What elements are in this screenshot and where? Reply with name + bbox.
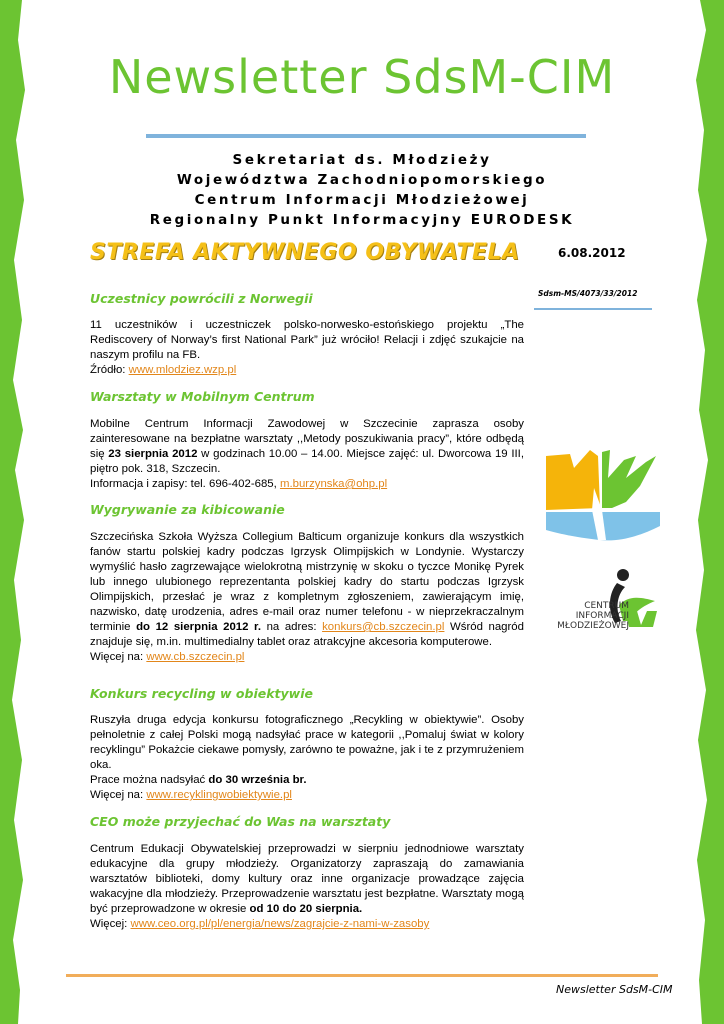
more-label: Więcej: (90, 918, 131, 930)
article-body (90, 530, 524, 665)
cim-logo-text (557, 601, 629, 631)
org-line: Województwa Zachodniopomorskiego (176, 172, 548, 188)
email-link[interactable]: m.burzynska@ohp.pl (279, 478, 388, 490)
article-deadline: do 12 sierpnia 2012 r. (136, 621, 261, 633)
article-text: Ruszyła druga edycja konkursu fotograficznego „Recykling w obiektywie”. Osoby pełnoletnie z całej Polski mogą nadsyłać prace w kategorii ,,Pomaluj świat w kolory recyklingu” Pokażcie ciekawe pomysły, zarówno te poważne, jak i te z przymrużeniem oka. (90, 714, 524, 771)
article-heading: Konkurs recycling w obiektywie (90, 686, 313, 701)
article-heading: Warsztaty w Mobilnym Centrum (90, 389, 315, 404)
org-line: Regionalny Punkt Informacyjny EURODESK (149, 212, 575, 228)
article-heading: Wygrywanie za kibicowanie (90, 502, 285, 517)
article-body (90, 842, 524, 932)
article-deadline: do 30 września br. (208, 774, 307, 786)
article-heading: CEO może przyjechać do Was na warsztaty (90, 814, 391, 829)
reference-number: Sdsm-MS/4073/33/2012 (538, 289, 638, 298)
reference-divider (534, 308, 652, 310)
article-text: w godzinach 10.00 – 14.00. Miejsce zajęć: ul. Dworcowa 19 III, piętro pok. 318, Szczecin. (90, 448, 525, 475)
article-body (90, 318, 524, 378)
section-title: STREFA AKTYWNEGO OBYWATELA (90, 240, 520, 265)
source-label: Źródło: (90, 364, 129, 376)
cim-logo-line: MŁODZIEŻOWEJ (557, 621, 629, 631)
article-body (90, 417, 524, 492)
sdsm-logo (540, 448, 662, 546)
article-text: Szczecińska Szkoła Wyższa Collegium Balticum organizuje konkurs dla wszystkich fanów startu polskiej kadry podczas Igrzysk Olimpijskich w Londynie. Wystarczy wymyślić hasło zagrzewające wielokrotną mistrzynię w skoku o tyczce Monikę Pyrek lub innego ulubionego reprezentanta polskiej kadry do startu podczas Igrzysk Olimpijskich, przesłać je wraz z kompletnym zgłoszeniem, zawierającym imię, nazwisko, datę urodzenia, adres e-mail oraz numer telefonu - w nieprzekraczalnym terminie (90, 531, 524, 633)
article-text: Centrum Edukacji Obywatelskiej przeprowadzi w sierpniu jednodniowe warsztaty edukacyjne dla grupy młodzieży. Organizatorzy zapraszają do zamawiania warsztatów biblioteki, domy kultury oraz inne organizacje prowadzące zajęcia wakacyjne dla młodzieży. Przeprowadzenie warsztatu jest bezpłatne. Warsztaty mogą być przeprowadzone w okresie (90, 843, 524, 915)
article-date: 23 sierpnia 2012 (108, 448, 198, 460)
issue-date: 6.08.2012 (558, 246, 626, 260)
email-link[interactable]: konkurs@cb.szczecin.pl (322, 621, 445, 633)
article-text: Mobilne Centrum Informacji Zawodowej w Szczecinie zaprasza osoby zainteresowane na bezpłatne warsztaty ,,Metody poszukiwania pracy”, które odbędą się (90, 418, 524, 460)
info-label: Informacja i zapisy: tel. 696-402-685, (90, 478, 280, 490)
cim-logo-line: CENTRUM (584, 601, 629, 611)
article-text: na adres: (261, 621, 323, 633)
more-link[interactable]: www.ceo.org.pl/pl/energia/news/zagrajcie-z-nami-w-zasoby (130, 918, 430, 930)
source-link[interactable]: www.mlodziez.wzp.pl (128, 364, 237, 376)
article-body (90, 713, 524, 803)
footer-title: Newsletter SdsM-CIM (556, 983, 673, 996)
more-link[interactable]: www.recyklingwobiektywie.pl (146, 789, 292, 801)
article-heading: Uczestnicy powrócili z Norwegii (90, 291, 313, 306)
more-label: Więcej na: (90, 789, 147, 801)
org-line: Sekretariat ds. Młodzieży (232, 152, 492, 168)
article-text: Prace można nadsyłać (90, 774, 209, 786)
article-text: Wśród nagród znajduje się, m.in. multimedialny tablet oraz atrakcyjne akcesoria komputerowe. (90, 621, 524, 648)
article-text: 11 uczestników i uczestniczek polsko-norwesko-estońskiego projektu „The Rediscovery of Norway’s first National Park” już wróciło! Relacji i zdjęć szukajcie na naszym profilu na FB. (90, 319, 524, 361)
cim-logo-line: INFORMACJI (575, 611, 629, 621)
organization-block (0, 150, 724, 230)
footer-divider (66, 974, 658, 977)
newsletter-title: Newsletter SdsM-CIM (108, 50, 616, 104)
article-dates: od 10 do 20 sierpnia. (249, 903, 363, 915)
more-label: Więcej na: (90, 651, 147, 663)
org-line: Centrum Informacji Młodzieżowej (194, 192, 530, 208)
more-link[interactable]: www.cb.szczecin.pl (146, 651, 245, 663)
title-divider (146, 134, 586, 138)
